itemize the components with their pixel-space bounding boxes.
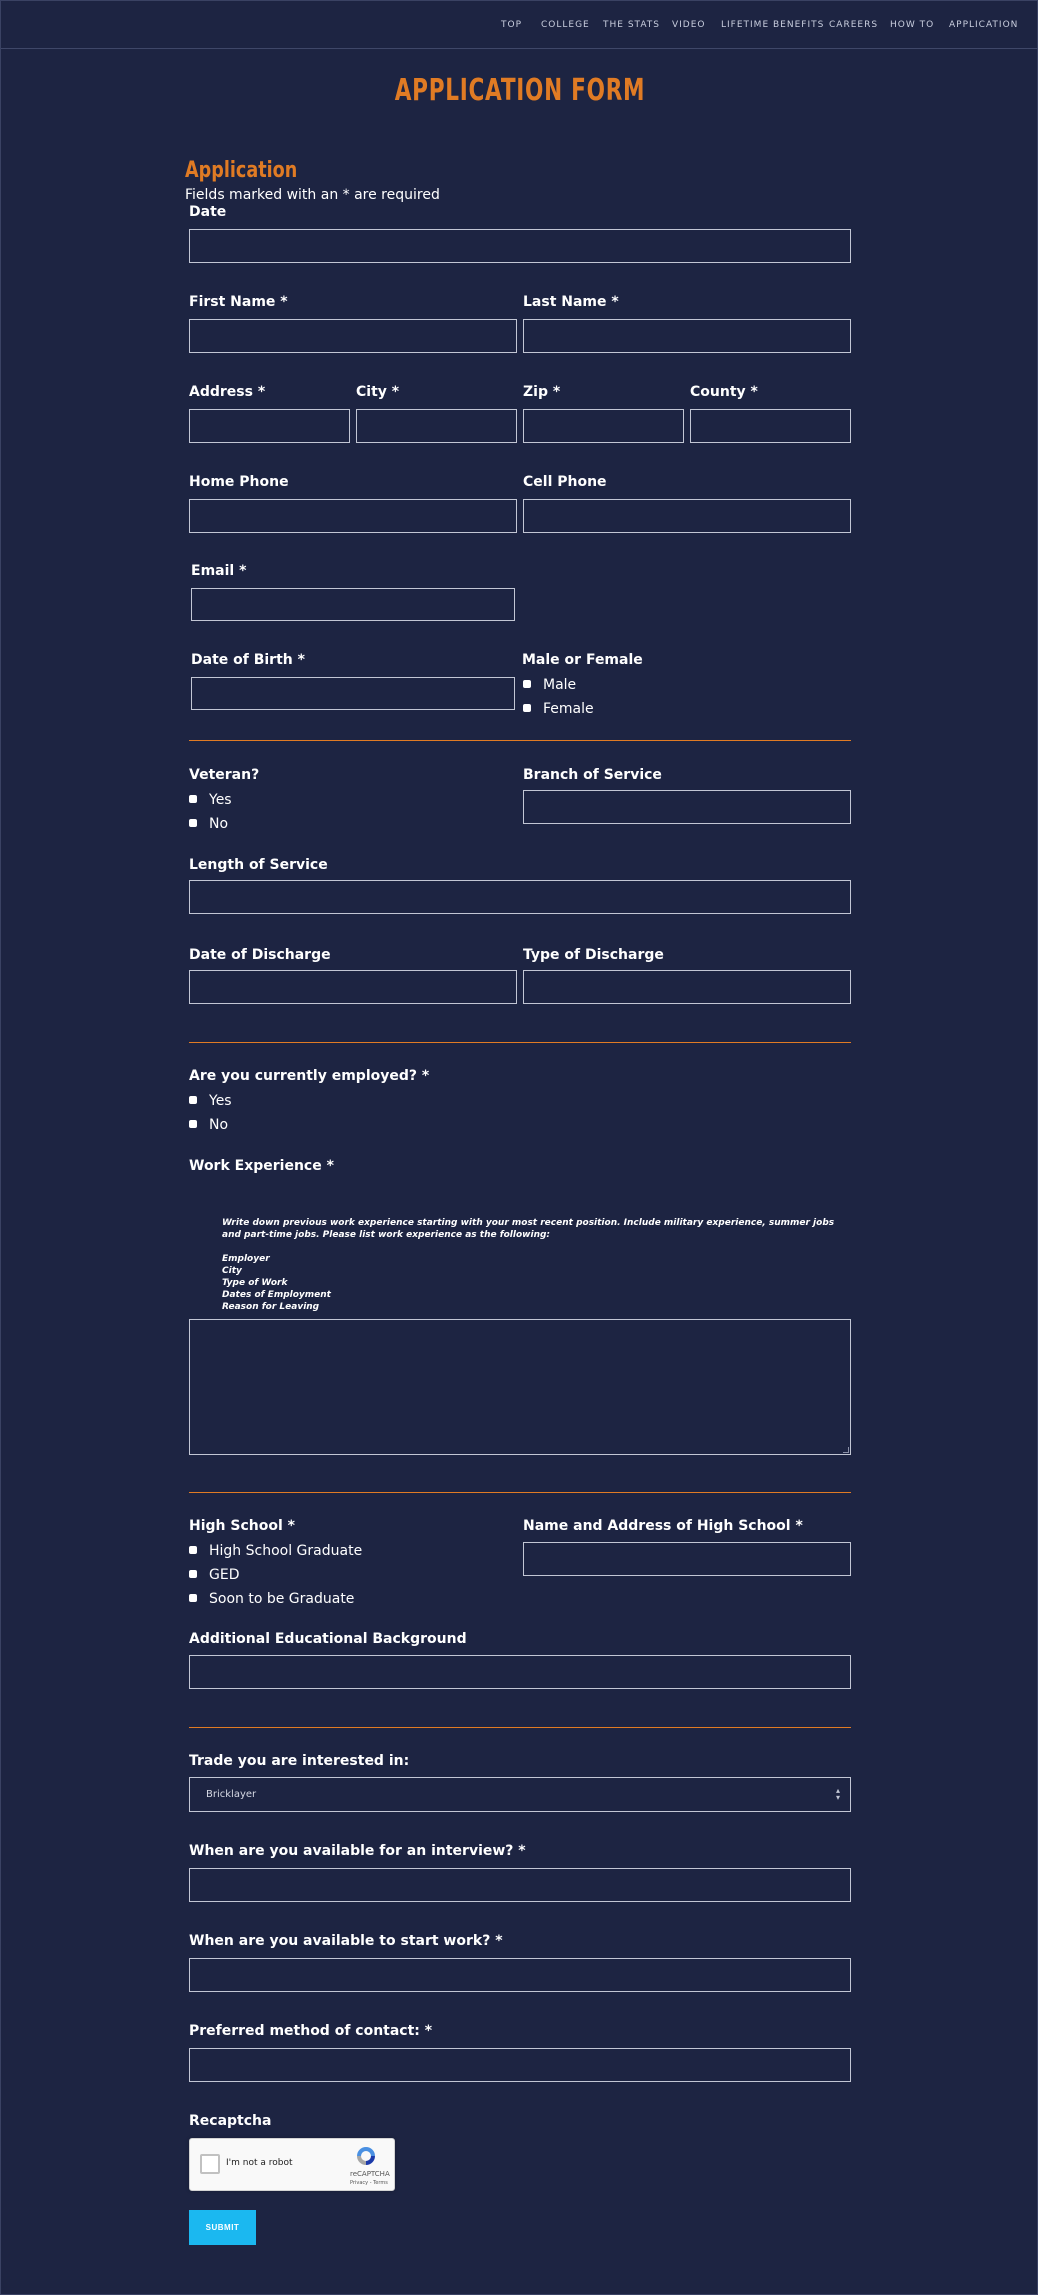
- hs-name-label: Name and Address of High School *: [523, 1518, 803, 1534]
- required-note: Fields marked with an * are required: [185, 187, 440, 203]
- zip-label: Zip *: [523, 384, 561, 400]
- recaptcha-widget: [189, 2138, 395, 2191]
- county-label: County *: [690, 384, 758, 400]
- recaptcha-links[interactable]: Privacy - Terms: [350, 2180, 388, 2186]
- veteran-label: Veteran?: [189, 767, 260, 783]
- checkbox[interactable]: [189, 819, 197, 827]
- high-school-label: High School *: [189, 1518, 295, 1534]
- start-label: When are you available to start work? *: [189, 1933, 503, 1949]
- work-exp-item: Employer: [222, 1254, 270, 1264]
- work-exp-item: Type of Work: [222, 1278, 288, 1288]
- divider: [189, 1727, 851, 1728]
- divider: [189, 740, 851, 741]
- checkbox[interactable]: [189, 1570, 197, 1578]
- date-label: Date: [189, 204, 227, 220]
- gender-label: Male or Female: [522, 652, 643, 668]
- submit-button[interactable]: SUBMIT: [189, 2210, 256, 2245]
- top-nav: [1, 1, 1038, 49]
- checkbox[interactable]: [189, 1120, 197, 1128]
- length-label: Length of Service: [189, 857, 328, 873]
- zip-input[interactable]: [523, 409, 684, 443]
- employed-option-no[interactable]: No: [189, 1117, 228, 1133]
- discharge-date-label: Date of Discharge: [189, 947, 331, 963]
- trade-label: Trade you are interested in:: [189, 1753, 410, 1769]
- work-exp-item: Reason for Leaving: [222, 1302, 320, 1312]
- start-input[interactable]: [189, 1958, 851, 1992]
- nav-item-the-stats[interactable]: THE STATS: [603, 20, 660, 30]
- checkbox[interactable]: [523, 704, 531, 712]
- county-input[interactable]: [690, 409, 851, 443]
- branch-label: Branch of Service: [523, 767, 662, 783]
- recaptcha-logo-icon: [354, 2145, 378, 2167]
- veteran-option-yes[interactable]: Yes: [189, 792, 232, 808]
- hs-option-graduate[interactable]: High School Graduate: [189, 1543, 362, 1559]
- nav-item-video[interactable]: VIDEO: [672, 20, 706, 30]
- first-name-input[interactable]: [189, 319, 517, 353]
- discharge-type-input[interactable]: [523, 970, 851, 1004]
- section-title: Application: [185, 158, 298, 183]
- nav-item-application[interactable]: APPLICATION: [949, 20, 1019, 30]
- work-exp-instructions-text: Write down previous work experience starting with your most recent position. Include military experience, summer jobs and part-time jobs. Please list work experience as the following:: [222, 1218, 835, 1240]
- email-label: Email *: [191, 563, 247, 579]
- hs-option-soon[interactable]: Soon to be Graduate: [189, 1591, 354, 1607]
- employed-option-yes[interactable]: Yes: [189, 1093, 232, 1109]
- cell-phone-input[interactable]: [523, 499, 851, 533]
- work-exp-instructions: [222, 1217, 862, 1313]
- select-arrows-icon: ▴ ▾: [835, 1786, 840, 1802]
- city-label: City *: [356, 384, 400, 400]
- recaptcha-brand: reCAPTCHA: [350, 2170, 390, 2178]
- checkbox[interactable]: [189, 795, 197, 803]
- employed-label: Are you currently employed? *: [189, 1068, 430, 1084]
- veteran-option-no[interactable]: No: [189, 816, 228, 832]
- nav-item-how-to[interactable]: HOW TO: [890, 20, 935, 30]
- page-title: APPLICATION FORM: [394, 73, 646, 108]
- hs-name-input[interactable]: [523, 1542, 851, 1576]
- interview-label: When are you available for an interview? *: [189, 1843, 526, 1859]
- interview-input[interactable]: [189, 1868, 851, 1902]
- date-input[interactable]: [189, 229, 851, 263]
- work-exp-item: City: [222, 1266, 242, 1276]
- nav-item-college[interactable]: COLLEGE: [541, 20, 590, 30]
- contact-input[interactable]: [189, 2048, 851, 2082]
- recaptcha-checkbox-text: I'm not a robot: [226, 2158, 293, 2168]
- address-label: Address *: [189, 384, 266, 400]
- discharge-type-label: Type of Discharge: [523, 947, 664, 963]
- work-exp-item: Dates of Employment: [222, 1290, 331, 1300]
- divider: [189, 1492, 851, 1493]
- home-phone-label: Home Phone: [189, 474, 289, 490]
- nav-item-top[interactable]: TOP: [501, 20, 523, 30]
- address-input[interactable]: [189, 409, 350, 443]
- checkbox[interactable]: [523, 680, 531, 688]
- work-exp-textarea[interactable]: [189, 1319, 851, 1455]
- additional-edu-label: Additional Educational Background: [189, 1631, 467, 1647]
- first-name-label: First Name *: [189, 294, 288, 310]
- nav-item-lifetime-benefits[interactable]: LIFETIME BENEFITS: [721, 20, 825, 30]
- nav-item-careers[interactable]: CAREERS: [829, 20, 879, 30]
- divider: [189, 1042, 851, 1043]
- trade-select[interactable]: [189, 1777, 851, 1812]
- last-name-input[interactable]: [523, 319, 851, 353]
- resize-handle[interactable]: [843, 1447, 849, 1453]
- last-name-label: Last Name *: [523, 294, 619, 310]
- trade-selected-value: Bricklayer: [206, 1789, 257, 1800]
- checkbox[interactable]: [189, 1594, 197, 1602]
- additional-edu-input[interactable]: [189, 1655, 851, 1689]
- discharge-date-input[interactable]: [189, 970, 517, 1004]
- recaptcha-checkbox[interactable]: [200, 2154, 220, 2174]
- recaptcha-label: Recaptcha: [189, 2113, 272, 2129]
- gender-option-male[interactable]: Male: [523, 677, 576, 693]
- checkbox[interactable]: [189, 1546, 197, 1554]
- gender-option-female[interactable]: Female: [523, 701, 594, 717]
- branch-input[interactable]: [523, 790, 851, 824]
- cell-phone-label: Cell Phone: [523, 474, 607, 490]
- email-input[interactable]: [191, 588, 515, 621]
- work-exp-label: Work Experience *: [189, 1158, 334, 1174]
- dob-input[interactable]: [191, 677, 515, 710]
- home-phone-input[interactable]: [189, 499, 517, 533]
- contact-label: Preferred method of contact: *: [189, 2023, 433, 2039]
- dob-label: Date of Birth *: [191, 652, 305, 668]
- length-input[interactable]: [189, 880, 851, 914]
- city-input[interactable]: [356, 409, 517, 443]
- hs-option-ged[interactable]: GED: [189, 1567, 239, 1583]
- checkbox[interactable]: [189, 1096, 197, 1104]
